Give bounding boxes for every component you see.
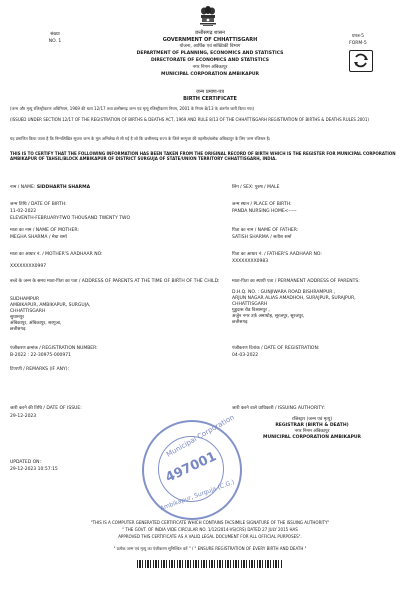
updated-label: UPDATED ON: — [10, 460, 42, 465]
form-label-hi: प्रपत्र-5 — [351, 34, 365, 39]
reg-no-label: पंजीकरण क्रमांक / REGISTRATION NUMBER: — [10, 346, 98, 351]
authority-line-2: REGISTRAR (BIRTH & DEATH) — [275, 423, 349, 428]
father-aadhaar-value: XXXXXXXX0983 — [232, 259, 269, 264]
pob-label: जन्म स्थान / PLACE OF BIRTH: — [232, 202, 292, 207]
official-seal-icon — [142, 413, 242, 520]
seal-bottom-text: Ambikapur, Surguja (C.G.) — [159, 478, 236, 513]
reg-date-label: पंजीकरण दिनांक / DATE OF REGISTRATION: — [232, 346, 320, 351]
certify-hi: यह प्रमाणित किया जाता है कि निम्नलिखित सूचना जन्म के मूल अभिलेख से ली गई है जो कि छत्तीसगढ़ राज्य के जिले सरगुजा की तहसील/ब्लॉक अंबिकापुर के लिए जन्म रजिस्टर है। — [10, 136, 271, 141]
father-label: पिता का नाम / NAME OF FATHER: — [232, 228, 299, 233]
seal-top-text: Municipal Corporation — [165, 413, 236, 459]
authority-label: जारी करने वाले प्राधिकारी / ISSUING AUTHORITY: — [232, 406, 325, 411]
footer-note-3: APPROVED THIS CERTIFICATE AS A VALID LEGAL DOCUMENT FOR ALL OFFICIAL PURPOSES". — [118, 534, 302, 539]
father-value: SATISH SHARMA / सतीश शर्मा — [232, 235, 292, 240]
addr-perm-line-6: छत्तीसगढ़ — [232, 320, 248, 325]
form-label-en: FORM-5 — [349, 41, 367, 46]
addr-birth-line-4: सुधामपुर — [10, 315, 25, 320]
govt-hi: छत्तीसगढ़ शासन — [195, 30, 225, 36]
municipal-en: MUNICIPAL CORPORATION AMBIKAPUR — [160, 72, 260, 77]
reg-no-value: B-2022 : 22-30975-000971 — [10, 353, 72, 358]
footer-note-1: "THIS IS A COMPUTER GENERATED CERTIFICATE WHICH CONTAINS FACSIMILE SIGNATURE OF THE ISSUING AUTHORITY" — [90, 520, 330, 525]
sex-label: लिंग / SEX: — [232, 185, 254, 190]
dob-label: जन्म तिथि / DATE OF BIRTH: — [10, 202, 67, 207]
addr-perm-line-1: D.H.Q. NO. : GUNJIWARA ROAD BISHRAMPUR , — [232, 290, 336, 295]
pob-value: PANDA NURSING HOME<----- — [232, 209, 297, 214]
name-label: नाम / NAME: — [10, 185, 36, 190]
dob-words: ELEVENTH-FEBRUARY-TWO THOUSAND TWENTY TWO — [10, 216, 131, 221]
footer-note-2: " THE GOVT. OF INDIA VIDE CIRCULAR NO. 1/12/2014-VS(CRS) DATED 27 JULY 2015 HAS — [122, 527, 298, 532]
name-value: SIDDHARTH SHARMA — [36, 185, 91, 190]
name-field — [10, 185, 90, 191]
no-label-hi: संख्या — [50, 32, 60, 37]
certify-en: THIS IS TO CERTIFY THAT THE FOLLOWING INFORMATION HAS BEEN TAKEN FROM THE ORIGINAL RECORD OF BIRTH WHICH IS THE REGISTER FOR MUNICIPAL CORPORATION AMBIKAPUR OF TAHSIL/BLOCK AMBIKAPUR OF DISTRICT SURGUJA OF STATE/UNION TERRITORY CHHATTISGARH, INDIA. — [10, 151, 396, 161]
issue-date-value: 29-12-2023 — [10, 414, 37, 419]
addr-birth-line-6: छत्तीसगढ़ — [10, 327, 26, 332]
authority-line-4: MUNICIPAL CORPORATION AMBIKAPUR — [262, 435, 362, 440]
dob-value: 11-02-2022 — [10, 209, 37, 214]
dept-en: DEPARTMENT OF PLANNING, ECONOMICS AND STATISTICS — [136, 51, 284, 56]
title-hi: जन्म प्रमाण-पत्र — [195, 89, 225, 95]
mother-value: MEGHA SHARMA / मेघा शर्मा — [10, 235, 67, 240]
no-label-en: NO. 1 — [48, 39, 62, 44]
authority-line-3: नगर निगम अंबिकापुर — [294, 429, 330, 434]
sex-value: पुरुष / MALE — [254, 185, 280, 190]
issue-date-label: जारी करने की तिथि / DATE OF ISSUE: — [10, 406, 82, 411]
addr-birth-line-3: CHHATTISGARH — [10, 309, 46, 314]
sex-field — [232, 185, 279, 191]
father-aadhaar-label: पिता का आधार नं. / FATHER'S AADHAAR NO: — [232, 252, 322, 257]
mother-aadhaar-value: XXXXXXXX0997 — [10, 264, 47, 269]
title-en: BIRTH CERTIFICATE — [183, 96, 237, 102]
addr-perm-label: माता-पिता का स्थायी पता / PERMANENT ADDRESS OF PARENTS: — [232, 279, 360, 284]
issued-hi: (जन्म और मृत्यु रजिस्ट्रीकरण अधिनियम, 1969 की धारा 12/17 तथा छत्तीसगढ़ जन्म एवं मृत्यु रजिस्ट्रीकरण नियम, 2001 के नियम 8/13 के अंतर्गत जारी किया गया) — [10, 106, 255, 111]
reg-date-value: 04-03-2022 — [232, 353, 259, 358]
addr-birth-line-1: SUDHAMPUR — [10, 297, 40, 302]
footer-slogan: " प्रत्येक जन्म एवं मृत्यु का पंजीकरण सुनिश्चित करें " / " ENSURE REGISTRATION OF EVERY BIRTH AND DEATH " — [113, 546, 307, 551]
mother-aadhaar-label: माता का आधार नं. / MOTHER'S AADHAAR NO: — [10, 252, 103, 257]
addr-birth-line-2: AMBIKAPUR, AMBIKAPUR, SURGUJA, — [10, 303, 91, 308]
addr-perm-line-2: ARJUN NAGAR ALIAS AMADHOH, SURAJPUR, SURAJPUR, — [232, 296, 356, 301]
national-emblem-icon — [198, 4, 218, 28]
mother-label: माता का नाम / NAME OF MOTHER: — [10, 228, 79, 233]
govt-en: GOVERNMENT OF CHHATTISGARH — [162, 37, 258, 43]
issued-en: (ISSUED UNDER SECTION 12/17 OF THE REGISTRATION OF BIRTHS & DEATHS ACT, 1969 AND RULE 8/13 OF THE CHHATTISGARH REGISTRATION OF BIRTHS & DEATHS RULES 2001) — [10, 117, 369, 122]
addr-birth-label: बच्चे के जन्म के समय माता-पिता का पता / ADDRESS OF PARENTS AT THE TIME OF BIRTH OF THE CHILD: — [10, 279, 220, 284]
recycle-form-icon — [349, 50, 373, 72]
authority-line-1: रजिस्ट्रार (जन्म एवं मृत्यु) — [291, 417, 333, 422]
seal-number: 497001 — [163, 449, 219, 486]
updated-value: 29-12-2023 10:57:15 — [10, 467, 58, 472]
municipal-hi: नगर निगम अंबिकापुर — [192, 65, 228, 70]
directorate-en: DIRECTORATE OF ECONOMICS AND STATISTICS — [150, 58, 270, 63]
barcode-icon — [137, 560, 282, 568]
remarks-label: टिप्पणी / REMARKS (IF ANY): — [10, 367, 70, 372]
addr-perm-line-5: अर्जुन नगर उर्फ़ अमाधोह, सूरजपुर, सूरजपुर, — [232, 314, 305, 319]
addr-birth-line-5: अंबिकापुर, अंबिकापुर, सरगुजा, — [10, 321, 62, 326]
addr-perm-line-3: CHHATTISGARH — [232, 302, 268, 307]
dept-hi: योजना, आर्थिक एवं सांख्यिकी विभाग — [179, 44, 241, 49]
addr-perm-line-4: गुडुदास रोड विश्रामपुर , — [232, 308, 270, 313]
